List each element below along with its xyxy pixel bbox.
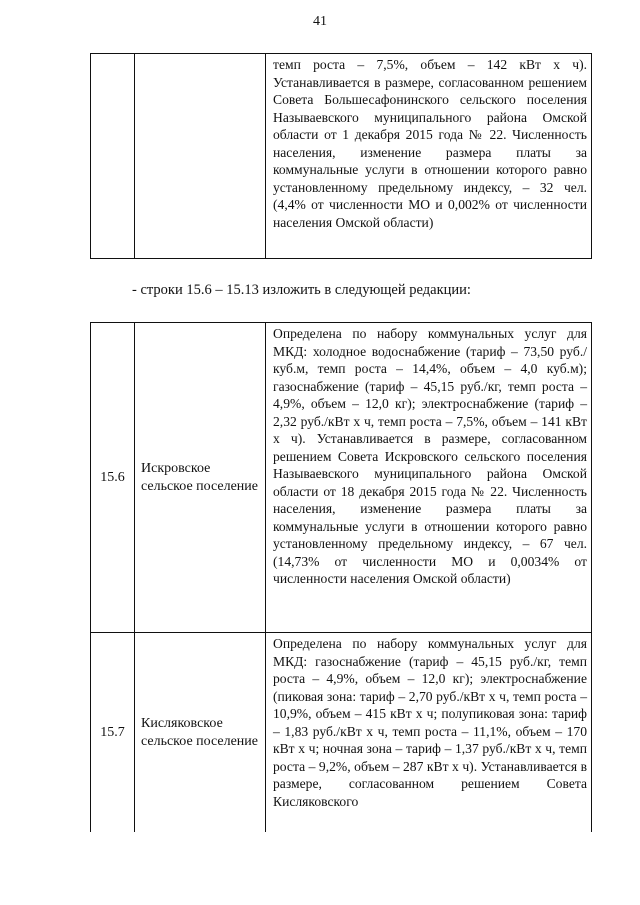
amendment-instruction: - строки 15.6 – 15.13 изложить в следующей редакции: — [132, 282, 471, 298]
description-text: темп роста – 7,5%, объем – 142 кВт х ч). Устанавливается в размере, согласованном решением Совета Большесафонинского сельского поселения Называевского муниципального района Омской области от 1 декабря 2015 года № 22. Численность населения, изменение размера платы за коммунальные услуги в отношении которого равно установленному предельному индексу, – 32 чел. (4,4% от численности МО и 0,002% от численности населения Омской области) — [273, 57, 587, 230]
description-text: Определена по набору коммунальных услуг для МКД: холодное водоснабжение (тариф – 73,50 руб./куб.м, темп роста – 14,4%, объем – 4,0 куб.м); газоснабжение (тариф – 45,15 руб./кг, темп роста – 4,9%, объем – 12,0 кг); электроснабжение (тариф – 2,32 руб./кВт х ч, темп роста – 7,5%, объем – 141 кВт х ч). Устанавливается в размере, согласованном решением Совета Искровского сельского поселения Называевского муниципального района Омской области от 18 декабря 2015 года № 22. Численность населения, изменение размера платы за коммунальные услуги в отношении которого равно установленному предельному индексу, – 67 чел. (14,73% от численности МО и 0,0034% от численности населения Омской области) — [273, 326, 587, 586]
row-number-cell — [91, 54, 135, 259]
description-cell — [266, 633, 592, 833]
amendment-table — [90, 322, 592, 832]
settlement-name: Кисляковское сельское поселение — [141, 715, 258, 749]
continuation-table — [90, 53, 592, 259]
settlement-name: Искровское сельское поселение — [141, 460, 258, 494]
table-row — [91, 323, 592, 633]
settlement-name-cell — [135, 54, 266, 259]
description-cell — [266, 54, 592, 259]
row-number-cell: 15.6 — [91, 323, 135, 633]
table-row — [91, 54, 592, 259]
page-number: 41 — [313, 14, 327, 29]
description-cell — [266, 323, 592, 633]
settlement-name-cell — [135, 633, 266, 833]
table-row — [91, 633, 592, 833]
settlement-name-cell — [135, 323, 266, 633]
description-text: Определена по набору коммунальных услуг для МКД: газоснабжение (тариф – 45,15 руб./кг, темп роста – 4,9%, объем – 12,0 кг); электроснабжение (пиковая зона: тариф – 2,70 руб./кВт х ч, темп роста – 10,9%, объем – 415 кВт х ч; полупиковая зона: тариф – 1,83 руб./кВт х ч, темп роста – 11,1%, объем – 170 кВт х ч; ночная зона – тариф – 1,37 руб./кВт х ч, темп роста – 9,2%, объем – 287 кВт х ч). Устанавливается в размере, согласованном решением Совета Кисляковского — [273, 636, 587, 809]
row-number-cell: 15.7 — [91, 633, 135, 833]
